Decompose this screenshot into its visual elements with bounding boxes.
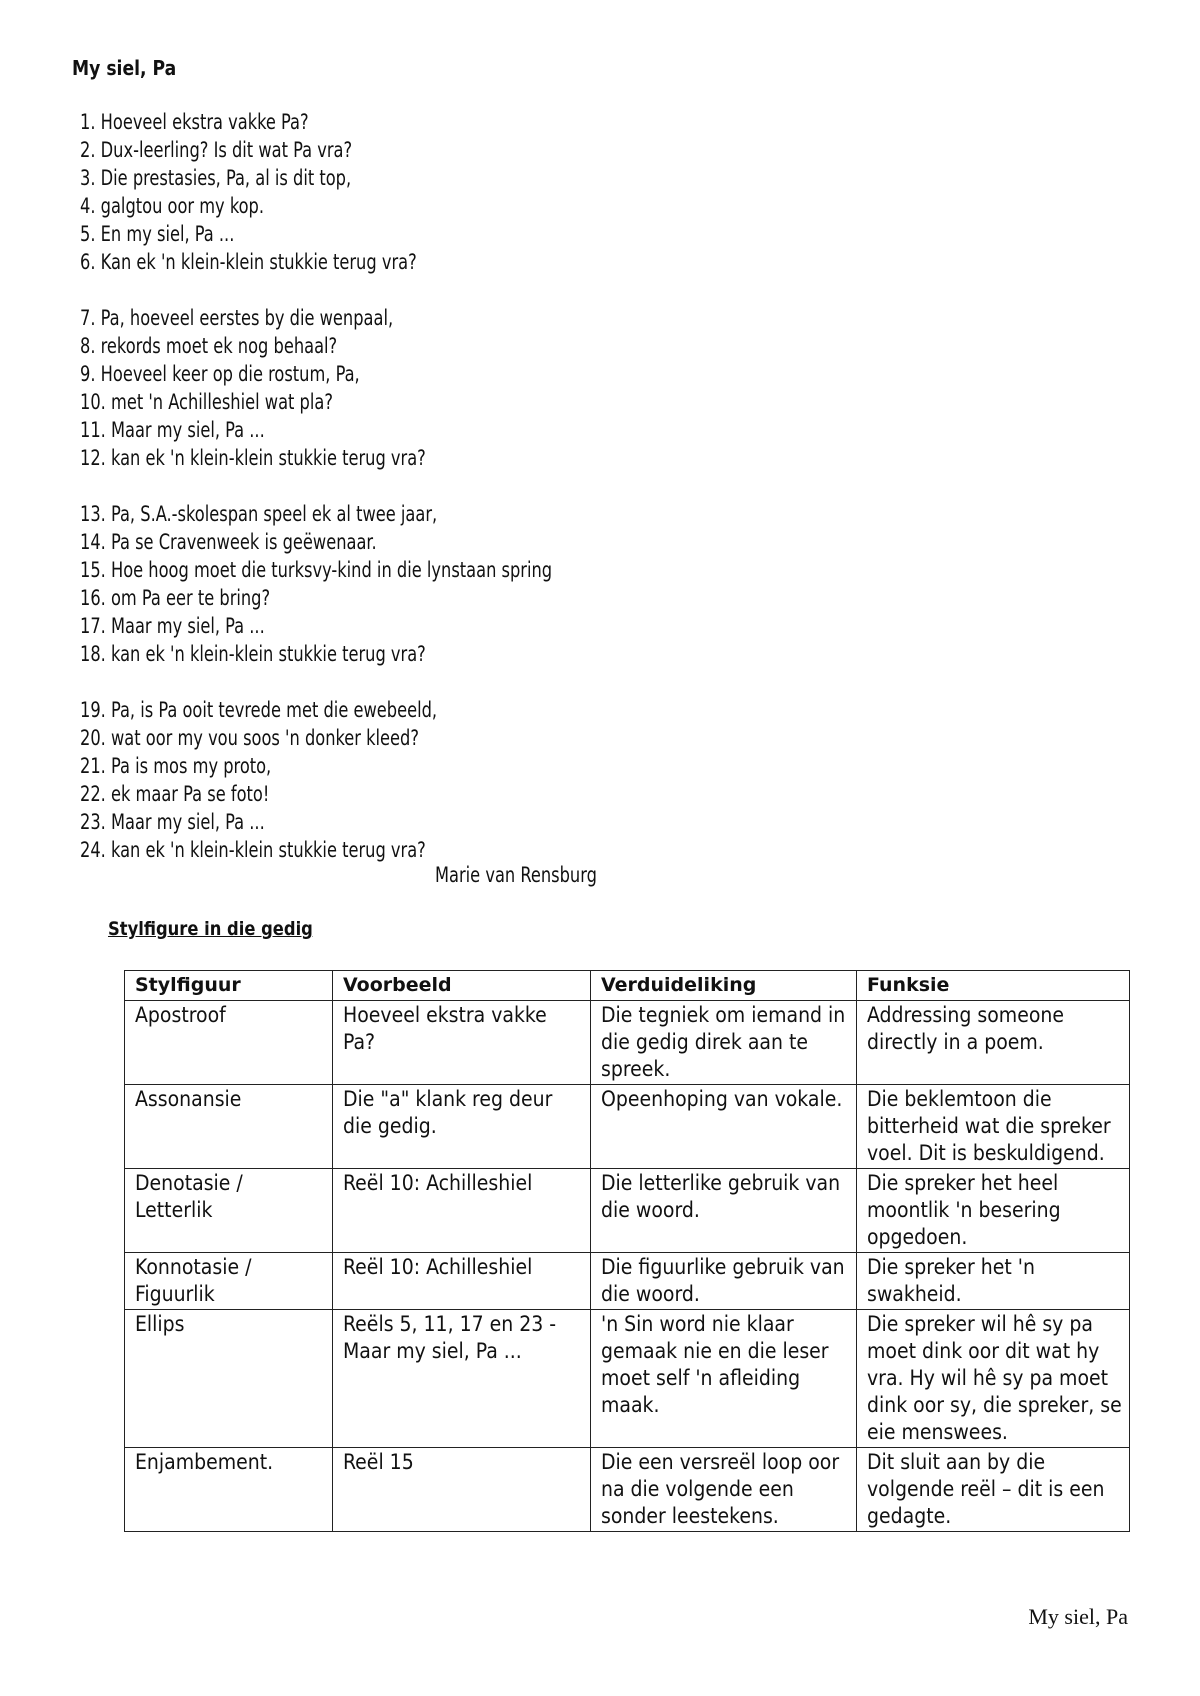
poem-line: 11. Maar my siel, Pa ... <box>80 418 265 442</box>
poem-stanza-2 <box>80 304 780 472</box>
poem-line: 6. Kan ek 'n klein-klein stukkie terug vra? <box>80 250 417 274</box>
table-cell: Die letterlike gebruik van die woord. <box>591 1169 857 1253</box>
table-cell: Reël 10: Achilleshiel <box>333 1253 591 1310</box>
poem-line: 4. galgtou oor my kop. <box>80 194 265 218</box>
table-cell: Assonansie <box>125 1085 333 1169</box>
table-header-row <box>125 971 1130 1001</box>
page-footer: My siel, Pa <box>1028 1604 1128 1629</box>
table-cell: Apostroof <box>125 1001 333 1085</box>
column-header: Verduideliking <box>591 971 857 1001</box>
table-cell: Die een versreël loop oor na die volgende een sonder leestekens. <box>591 1448 857 1532</box>
poem-line: 21. Pa is mos my proto, <box>80 754 272 778</box>
table-cell: Denotasie / Letterlik <box>125 1169 333 1253</box>
table-cell: Reël 15 <box>333 1448 591 1532</box>
poem-line: 16. om Pa eer te bring? <box>80 586 271 610</box>
poem-stanza-1 <box>80 108 780 276</box>
table-row <box>125 1001 1130 1085</box>
table-cell: Die spreker het heel moontlik 'n besering opgedoen. <box>857 1169 1130 1253</box>
table-cell: 'n Sin word nie klaar gemaak nie en die leser moet self 'n afleiding maak. <box>591 1310 857 1448</box>
column-header: Voorbeeld <box>333 971 591 1001</box>
table-row <box>125 1310 1130 1448</box>
poem-line: 1. Hoeveel ekstra vakke Pa? <box>80 110 309 134</box>
poem-author: Marie van Rensburg <box>435 863 597 887</box>
table-cell: Die "a" klank reg deur die gedig. <box>333 1085 591 1169</box>
table-row <box>125 1169 1130 1253</box>
poem-line: 12. kan ek 'n klein-klein stukkie terug vra? <box>80 446 426 470</box>
poem-line: 19. Pa, is Pa ooit tevrede met die ewebeeld, <box>80 698 438 722</box>
table-row <box>125 1085 1130 1169</box>
column-header: Stylfiguur <box>125 971 333 1001</box>
style-figures-table <box>124 970 1130 1532</box>
table-cell: Addressing someone directly in a poem. <box>857 1001 1130 1085</box>
table-cell: Dit sluit aan by die volgende reël – dit is een gedagte. <box>857 1448 1130 1532</box>
poem-line: 8. rekords moet ek nog behaal? <box>80 334 338 358</box>
poem-line: 13. Pa, S.A.-skolespan speel ek al twee jaar, <box>80 502 438 526</box>
table-cell: Reël 10: Achilleshiel <box>333 1169 591 1253</box>
table-cell: Die spreker het 'n swakheid. <box>857 1253 1130 1310</box>
poem-line: 10. met 'n Achilleshiel wat pla? <box>80 390 333 414</box>
section-heading: Stylfigure in die gedig <box>108 918 313 940</box>
table-row <box>125 1253 1130 1310</box>
table-cell: Die tegniek om iemand in die gedig direk aan te spreek. <box>591 1001 857 1085</box>
poem-stanza-3 <box>80 500 780 668</box>
poem-line: 23. Maar my siel, Pa ... <box>80 810 265 834</box>
table-cell: Opeenhoping van vokale. <box>591 1085 857 1169</box>
poem-line: 22. ek maar Pa se foto! <box>80 782 270 806</box>
table-cell: Hoeveel ekstra vakke Pa? <box>333 1001 591 1085</box>
poem-line: 17. Maar my siel, Pa ... <box>80 614 265 638</box>
table-cell: Ellips <box>125 1310 333 1448</box>
table-cell: Die spreker wil hê sy pa moet dink oor dit wat hy vra. Hy wil hê sy pa moet dink oor sy, die spreker, se eie menswees. <box>857 1310 1130 1448</box>
table-cell: Konnotasie / Figuurlik <box>125 1253 333 1310</box>
table-cell: Die beklemtoon die bitterheid wat die spreker voel. Dit is beskuldigend. <box>857 1085 1130 1169</box>
column-header: Funksie <box>857 971 1130 1001</box>
table-cell: Enjambement. <box>125 1448 333 1532</box>
poem-stanza-4 <box>80 696 780 864</box>
poem-line: 3. Die prestasies, Pa, al is dit top, <box>80 166 352 190</box>
table-row <box>125 1448 1130 1532</box>
poem-line: 20. wat oor my vou soos 'n donker kleed? <box>80 726 419 750</box>
poem-line: 15. Hoe hoog moet die turksvy-kind in die lynstaan spring <box>80 558 553 582</box>
poem-line: 5. En my siel, Pa ... <box>80 222 235 246</box>
poem-line: 14. Pa se Cravenweek is geëwenaar. <box>80 530 377 554</box>
poem-line: 24. kan ek 'n klein-klein stukkie terug vra? <box>80 838 426 862</box>
table-cell: Reëls 5, 11, 17 en 23 - Maar my siel, Pa ... <box>333 1310 591 1448</box>
poem-line: 18. kan ek 'n klein-klein stukkie terug vra? <box>80 642 426 666</box>
poem-line: 2. Dux-leerling? Is dit wat Pa vra? <box>80 138 353 162</box>
table-cell: Die figuurlike gebruik van die woord. <box>591 1253 857 1310</box>
poem-line: 9. Hoeveel keer op die rostum, Pa, <box>80 362 360 386</box>
poem-line: 7. Pa, hoeveel eerstes by die wenpaal, <box>80 306 394 330</box>
document-title: My siel, Pa <box>72 56 177 80</box>
poem <box>80 108 780 892</box>
